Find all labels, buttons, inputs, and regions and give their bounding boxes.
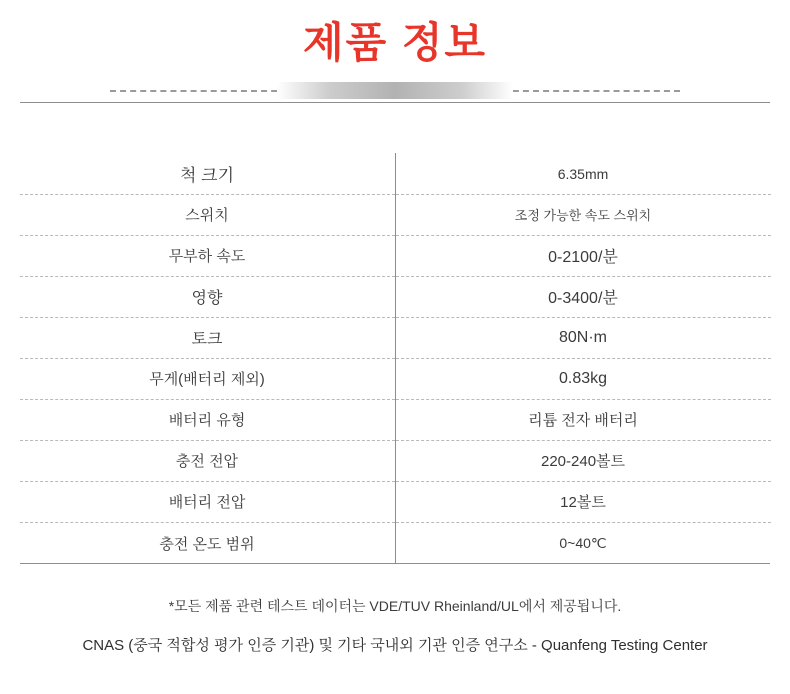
spec-value: 12볼트 xyxy=(395,481,771,522)
table-row xyxy=(20,481,771,522)
spec-label: 토크 xyxy=(20,317,396,358)
table-row xyxy=(20,440,771,481)
specification-table-body xyxy=(20,153,771,563)
table-row xyxy=(20,317,771,358)
footnote-cnas: CNAS (중국 적합성 평가 인증 기관) 및 기타 국내외 기관 인증 연구소 - Quanfeng Testing Center xyxy=(82,637,708,655)
spec-label: 무부하 속도 xyxy=(20,235,396,276)
spec-label: 충전 온도 범위 xyxy=(20,522,396,563)
spec-label: 영향 xyxy=(20,276,396,317)
page-title: 제품 정보 xyxy=(303,19,487,66)
divider-gradient-block xyxy=(277,82,513,99)
spec-value: 리튬 전자 배터리 xyxy=(395,399,771,440)
spec-label: 배터리 유형 xyxy=(20,399,396,440)
spec-value: 0-2100/분 xyxy=(395,235,771,276)
table-row xyxy=(20,276,771,317)
spec-label: 스위치 xyxy=(20,194,396,235)
footnotes xyxy=(0,596,790,655)
table-row xyxy=(20,153,771,194)
footnote-test-data: *모든 제품 관련 테스트 데이터는 VDE/TUV Rheinland/UL에서 제공됩니다. xyxy=(168,598,622,615)
table-row xyxy=(20,194,771,235)
spec-label: 충전 전압 xyxy=(20,440,396,481)
spec-value: 조정 가능한 속도 스위치 xyxy=(395,194,771,235)
title-divider xyxy=(0,80,790,102)
spec-value: 0~40℃ xyxy=(559,534,607,551)
spec-value: 6.35mm xyxy=(395,153,771,194)
table-row xyxy=(20,399,771,440)
table-bottom-rule xyxy=(20,563,770,564)
spec-label: 무게(배터리 제외) xyxy=(20,358,396,399)
table-top-rule xyxy=(20,102,770,103)
table-row xyxy=(20,522,771,563)
spec-value: 0.83kg xyxy=(395,358,771,399)
specification-table xyxy=(20,153,771,563)
spec-label: 척 크기 xyxy=(20,153,396,194)
table-row xyxy=(20,358,771,399)
spec-value: 220-240볼트 xyxy=(395,440,771,481)
spec-label: 배터리 전압 xyxy=(20,481,396,522)
table-row xyxy=(20,235,771,276)
spec-value: 0-3400/분 xyxy=(395,276,771,317)
spec-value: 80N·m xyxy=(395,317,771,358)
